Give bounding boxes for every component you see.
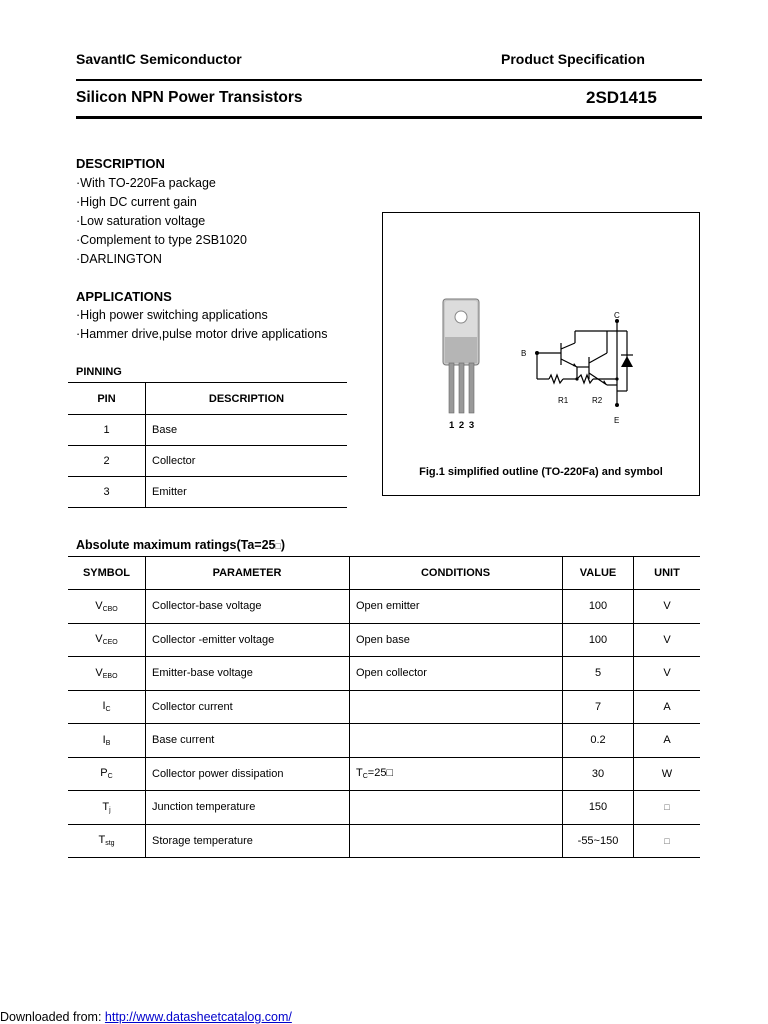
pin-description: Collector: [146, 446, 348, 477]
rating-value: 100: [563, 590, 634, 624]
pin-number: 1: [68, 415, 146, 446]
datasheet-catalog-link[interactable]: http://www.datasheetcatalog.com/: [104, 1010, 292, 1024]
rating-conditions: [350, 791, 563, 825]
unit-col-header: UNIT: [634, 557, 701, 590]
rating-symbol: [68, 724, 146, 758]
r1-label: R1: [558, 396, 569, 405]
r2-label: R2: [592, 396, 603, 405]
rating-parameter: Collector-base voltage: [146, 590, 350, 624]
figure-box: [382, 212, 700, 496]
pin-description: Base: [146, 415, 348, 446]
rating-parameter: Junction temperature: [146, 791, 350, 825]
pin-number: 2: [68, 446, 146, 477]
symbol-subscript: C: [105, 706, 111, 714]
rating-parameter: Collector -emitter voltage: [146, 623, 350, 657]
rating-unit: □: [634, 791, 701, 825]
part-number: 2SD1415: [586, 88, 657, 107]
rating-symbol: [68, 757, 146, 791]
table-row: [68, 415, 347, 446]
darlington-symbol-diagram: [517, 309, 647, 429]
description-item: ·Complement to type 2SB1020: [76, 233, 247, 247]
rating-conditions: [350, 824, 563, 858]
symbol-col-header: SYMBOL: [68, 557, 146, 590]
table-row: [68, 824, 700, 858]
table-row: [68, 657, 700, 691]
description-col-header: DESCRIPTION: [146, 383, 348, 415]
table-row: [68, 791, 700, 825]
application-item: ·Hammer drive,pulse motor drive applications: [76, 327, 328, 341]
symbol-subscript: CBO: [102, 605, 118, 613]
rating-symbol: [68, 590, 146, 624]
rating-conditions: Open emitter: [350, 590, 563, 624]
rating-value: 5: [563, 657, 634, 691]
rating-parameter: Collector current: [146, 690, 350, 724]
rating-symbol: [68, 623, 146, 657]
rating-value: -55~150: [563, 824, 634, 858]
footer-label: Downloaded from:: [0, 1010, 105, 1024]
ratings-title-close: ): [280, 538, 286, 552]
symbol-subscript: EBO: [102, 672, 118, 680]
base-label: B: [521, 349, 527, 358]
rating-unit: A: [634, 724, 701, 758]
rating-unit: V: [634, 657, 701, 691]
rating-conditions: Open base: [350, 623, 563, 657]
symbol-subscript: B: [105, 739, 111, 747]
ratings-title: [76, 538, 285, 552]
rating-value: 100: [563, 623, 634, 657]
condition-letter: T: [356, 767, 363, 780]
ratings-header-row: [68, 557, 700, 590]
rating-unit: V: [634, 590, 701, 624]
rating-conditions: [350, 690, 563, 724]
emitter-label: E: [614, 416, 620, 425]
rating-parameter: Storage temperature: [146, 824, 350, 858]
conditions-col-header: CONDITIONS: [350, 557, 563, 590]
applications-title: APPLICATIONS: [76, 289, 172, 304]
rating-unit: A: [634, 690, 701, 724]
rating-conditions: [350, 757, 563, 791]
rating-value: 0.2: [563, 724, 634, 758]
applications-list: [76, 306, 327, 344]
rating-conditions: Open collector: [350, 657, 563, 691]
symbol-letter: V: [95, 599, 103, 612]
ratings-table: [68, 556, 700, 858]
description-item: ·DARLINGTON: [76, 252, 162, 266]
pin-description: Emitter: [146, 477, 348, 508]
table-row: [68, 623, 700, 657]
rating-unit: V: [634, 623, 701, 657]
symbol-subscript: j: [109, 806, 111, 814]
company-name: SavantIC Semiconductor: [76, 51, 242, 67]
pinning-title: PINNING: [76, 366, 122, 378]
table-row: [68, 446, 347, 477]
symbol-subscript: C: [107, 773, 113, 781]
condition-value: =25□: [367, 767, 394, 780]
condition-subscript: C: [362, 773, 368, 781]
rating-conditions: [350, 724, 563, 758]
symbol-letter: T: [102, 800, 110, 813]
symbol-letter: T: [98, 834, 106, 847]
description-list: [76, 174, 247, 269]
parameter-col-header: PARAMETER: [146, 557, 350, 590]
symbol-letter: P: [100, 767, 108, 780]
header-rule-top: [76, 79, 702, 81]
description-title: DESCRIPTION: [76, 156, 165, 171]
pinning-table: [68, 382, 347, 508]
symbol-letter: I: [102, 733, 106, 746]
rating-symbol: [68, 690, 146, 724]
figure-caption: Fig.1 simplified outline (TO-220Fa) and symbol: [419, 466, 663, 478]
pin-number: 3: [68, 477, 146, 508]
application-item: ·High power switching applications: [76, 308, 268, 322]
rating-value: 30: [563, 757, 634, 791]
rating-parameter: Base current: [146, 724, 350, 758]
footer: [0, 1010, 292, 1024]
rating-symbol: [68, 824, 146, 858]
header-rule-bottom: [76, 116, 702, 119]
symbol-letter: V: [95, 666, 103, 679]
table-row: [68, 757, 700, 791]
collector-label: C: [614, 311, 620, 320]
doc-type: Product Specification: [501, 51, 645, 67]
rating-value: 150: [563, 791, 634, 825]
description-item: ·With TO-220Fa package: [76, 176, 216, 190]
table-row: [68, 477, 347, 508]
rating-symbol: [68, 657, 146, 691]
package-outline-image: [433, 297, 493, 417]
symbol-subscript: CEO: [102, 639, 118, 647]
rating-unit: W: [634, 757, 701, 791]
ratings-title-text: Absolute maximum ratings(Ta=25: [76, 538, 276, 552]
description-item: ·Low saturation voltage: [76, 214, 206, 228]
product-line: Silicon NPN Power Transistors: [76, 89, 303, 106]
table-row: [68, 724, 700, 758]
rating-unit: □: [634, 824, 701, 858]
rating-parameter: Emitter-base voltage: [146, 657, 350, 691]
symbol-letter: I: [102, 700, 106, 713]
pin-col-header: PIN: [68, 383, 146, 415]
pinning-header-row: [68, 383, 347, 415]
table-row: [68, 590, 700, 624]
symbol-subscript: stg: [105, 840, 115, 848]
rating-symbol: [68, 791, 146, 825]
symbol-letter: V: [95, 633, 103, 646]
description-item: ·High DC current gain: [76, 195, 197, 209]
table-row: [68, 690, 700, 724]
degree-c-glyph: □: [275, 541, 281, 551]
rating-parameter: Collector power dissipation: [146, 757, 350, 791]
pin-numbers-label: 1 2 3: [449, 420, 475, 431]
rating-value: 7: [563, 690, 634, 724]
value-col-header: VALUE: [563, 557, 634, 590]
